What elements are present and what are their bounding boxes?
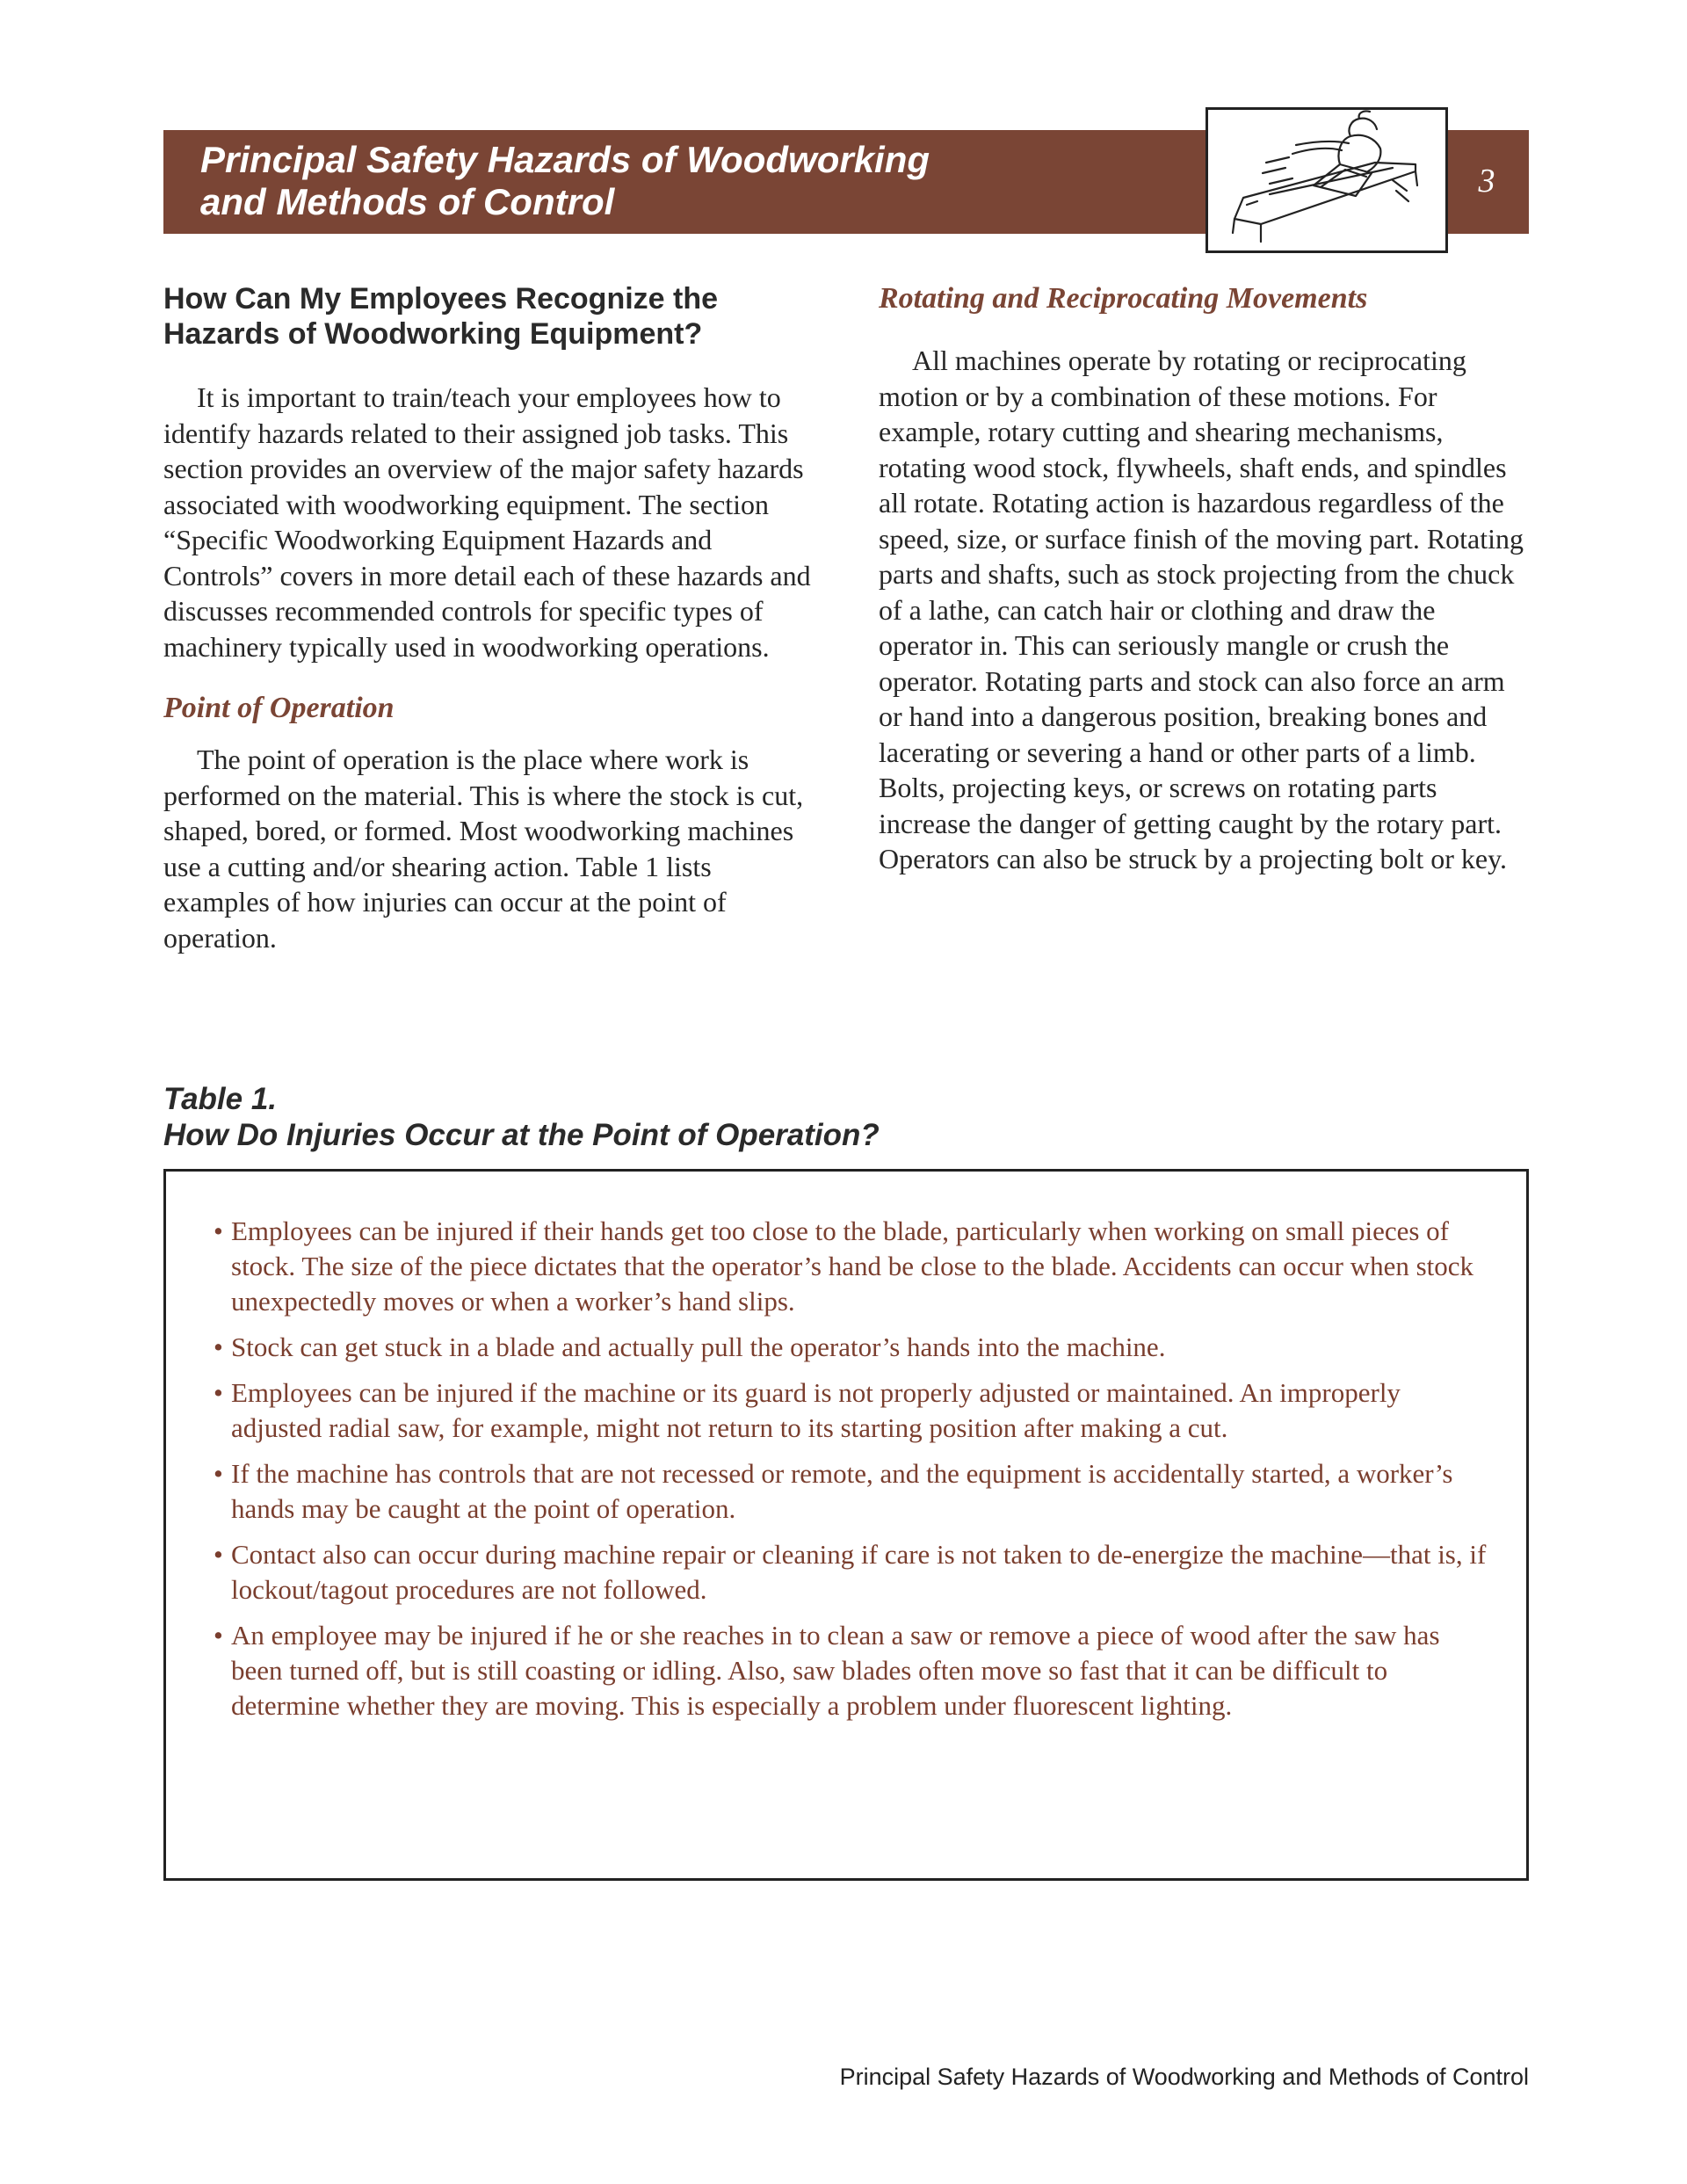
list-item: • Employees can be injured if their hands get too close to the blade, particularly when working on small pieces of stock. The size of the piece dictates that the operator’s hand be close to the blade. Accidents can occur when stock unexpectedly moves or when a worker’s hand slips. [214,1215,1474,1317]
rotating-movements-paragraph: All machines operate by rotating or reciprocating motion or by a combination of these motions. For example, rotary cutting and shearing mechanisms, rotating wood stock, flywheels, shaft ends, and spindles all rotate. Rotating action is hazardous regardless of the speed, size, or surface finish of the moving part. Rotating parts and shafts, such as stock projecting from the chuck of a lathe, can catch hair or clothing and draw the operator in. This can seriously mangle or crush the operator. Rotating parts and stock can also force an arm or hand into a dangerous position, breaking bones and lacerating or severing a hand or other parts of a limb. Bolts, projecting keys, or screws on rotating parts increase the danger of getting caught by the rotary part. Operators can also be struck by a projecting bolt or key. [879,345,1524,874]
rotating-movements-heading: Rotating and Reciprocating Movements [879,282,1368,315]
list-item: • If the machine has controls that are not recessed or remote, and the equipment is accidentally started, a worker’s hands may be caught at the point of operation. [214,1458,1453,1524]
table-number: Table 1. [163,1082,278,1116]
point-of-operation-paragraph: The point of operation is the place where work is performed on the material. This is where the stock is cut, shaped, bored, or formed. Most woodworking machines use a cutting and/or shearing action. Table 1 lists examples of how injuries can occur at the point of operation. [163,744,804,954]
bullet-icon: • [214,1620,223,1651]
saw-illustration-icon [1208,110,1445,250]
list-item: • Stock can get stuck in a blade and actually pull the operator’s hands into the machine. [214,1330,1491,1365]
page-title-line-2: and Methods of Control [200,181,615,222]
footer-text: Principal Safety Hazards of Woodworking and Methods of Control [839,2064,1529,2090]
page-number: 3 [1478,163,1495,200]
hand-feeding-stock-into-blade-illustration [1206,107,1448,253]
intro-paragraph: It is important to train/teach your employees how to identify hazards related to their assigned job tasks. This section provides an overview of the major safety hazards associated with woodworking equipment. The section “Specific Woodworking Equipment Hazards and Controls” covers in more detail each of these hazards and discusses recommended controls for specific types of machinery typically used in woodworking operations. [163,381,811,663]
bullet-icon: • [214,1215,223,1246]
bullet-icon: • [214,1377,223,1408]
list-item: • Employees can be injured if the machine or its guard is not properly adjusted or maintained. An improperly adjusted radial saw, for example, might not return to its starting position after making a cut. [214,1377,1401,1443]
list-item: • Contact also can occur during machine repair or cleaning if care is not taken to de-energize the machine—that is, if lockout/tagout procedures are not followed. [214,1539,1487,1605]
page-title [200,139,1167,223]
table-caption [163,1081,880,1153]
page-title-line-1: Principal Safety Hazards of Woodworking [200,139,930,180]
right-column [879,281,1529,877]
point-of-operation-heading: Point of Operation [163,692,395,724]
bullet-icon: • [214,1539,223,1570]
left-column [163,281,814,955]
table-title: How Do Injuries Occur at the Point of Operation? [163,1118,880,1152]
table-box [163,1169,1529,1881]
bullet-icon: • [214,1331,223,1362]
list-item: • An employee may be injured if he or she reaches in to clean a saw or remove a piece of wood after the saw has been turned off, but is still coasting or idling. Also, saw blades often move so fast that it can be difficult to determine whether they are moving. This is especially a problem under fluorescent lighting. [214,1620,1440,1721]
section-heading: How Can My Employees Recognize the Hazards of Woodworking Equipment? [163,282,719,351]
injury-list [166,1172,1526,1723]
bullet-icon: • [214,1458,223,1489]
